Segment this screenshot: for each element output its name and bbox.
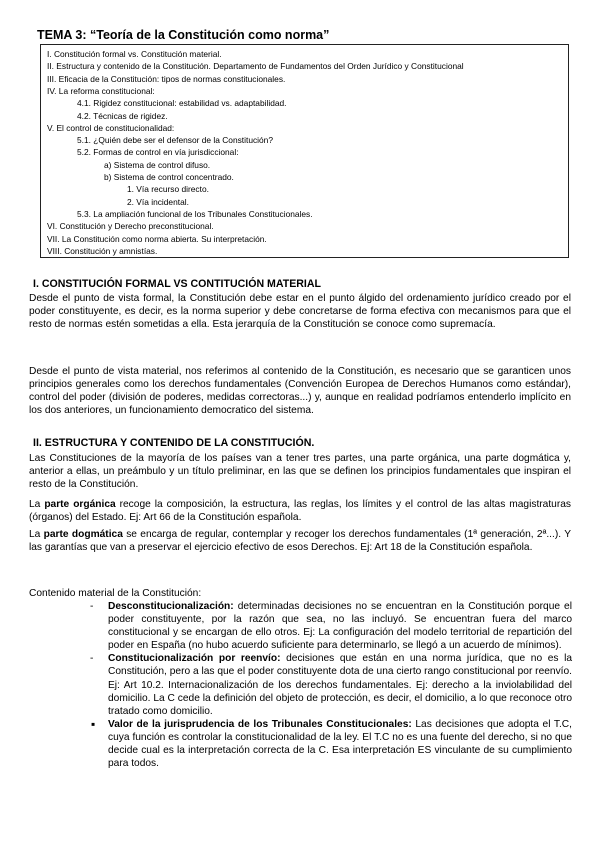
bullet-desconstitucionalizacion (90, 600, 572, 652)
section-2-heading: II. ESTRUCTURA Y CONTENIDO DE LA CONSTITUCIÓN. (33, 437, 315, 449)
bullet-term: Constitucionalización por reenvío: (108, 653, 281, 665)
toc-item: 4.2. Técnicas de rigidez. (77, 110, 168, 121)
toc-item: VII. La Constitución como norma abierta. Su interpretación. (47, 233, 267, 244)
parte-dogmatica-term: parte dogmática (43, 529, 123, 540)
bullet-valor-jurisprudencia (90, 718, 572, 770)
toc-item: a) Sistema de control difuso. (104, 159, 211, 170)
document-title: TEMA 3: “Teoría de la Constitución como norma” (37, 28, 330, 42)
section-1-heading: I. CONSTITUCIÓN FORMAL VS CONTITUCIÓN MATERIAL (33, 278, 321, 290)
contenido-material-label: Contenido material de la Constitución: (29, 588, 202, 599)
bullet-text: decisiones que están en una norma jurídica, que no es la Constitución, pero a las que el poder constituyente dota de una cierto rango constitucional por reenvío. Ej: Art 10.2. Internacionalización de los derechos fundamentales. Ej: derecho a la inviolabilidad del domicilio. La C cede la definición del objeto de protección, es decir, el domicilio, a lo que reconoce otro tratado como domicilio. (108, 653, 572, 717)
bullet-text: Las decisiones que adopta el T.C, cuya función es controlar la constitucionalidad de la ley. El T.C no es una fuente del derecho, si no que decide cual es la interpretación correcta de la C. Esa interpretación ES vinculante de su cumplimiento para todos. (108, 718, 572, 770)
parte-organica-term: parte orgánica (44, 499, 116, 510)
toc-item: V. El control de constitucionalidad: (47, 122, 175, 133)
toc-item: III. Eficacia de la Constitución: tipos de normas constitucionales. (47, 73, 286, 84)
bullet-text: determinadas decisiones no se encuentran en la Constitución porque el poder constituyente, por la razón que sea, no las incluyó. Se encuentran fuera del marco constitucional y se encargan de ello otros. Ej: La configuración del modelo territorial de repartición del poder en España (no hubo acuerdo suficiente para determinarlo, se llegó a un acuerdo de mínimos). (108, 601, 572, 652)
bullet-marker: - (90, 601, 94, 612)
bullet-constitucionalizacion-reenvio (90, 652, 572, 717)
p2-rest: recoge la composición, la estructura, las reglas, los límites y el control de las altas magistraturas (órganos) del Estado. Ej: Art 66 de la Constitución española. (29, 499, 571, 524)
bullet-marker: ▪ (91, 716, 96, 731)
table-of-contents (40, 44, 569, 258)
section-1-paragraph-1: Desde el punto de vista formal, la Constitución debe estar en el punto álgido del ordenamiento jurídico creado por el poder constituyente, es decir, es la norma superior y debe concretarse de forma efectiva con mecanismos para que el resto de normas estén sometidas a ella. Esta jerarquía de la Constitución se conoce como supremacía. (29, 293, 571, 331)
p3-rest: se encarga de regular, contemplar y recoger los derechos fundamentales (1ª generación, 2ª...). Y las garantías que van a preservar el ejercicio efectivo de esos Derechos. Ej: Art 18 de la Constitución española. (29, 529, 571, 554)
p2-lead: La (29, 499, 45, 510)
bullet-marker: - (90, 653, 94, 665)
toc-item: VI. Constitución y Derecho preconstitucional. (47, 221, 214, 232)
section-2-paragraph-1: Las Constituciones de la mayoría de los países van a tener tres partes, una parte orgánica, una parte dogmática y, anterior a ellas, un preámbulo y un título preliminar, en las que se definen los principios fundamentales que inspiran el resto de la Constitución. (29, 453, 571, 491)
contenido-bullet-list (90, 600, 572, 770)
toc-item: b) Sistema de control concentrado. (104, 172, 234, 182)
bullet-term: Valor de la jurisprudencia de los Tribunales Constitucionales: (108, 718, 412, 730)
toc-item: VIII. Constitución y amnistías. (47, 245, 158, 256)
toc-item: 1. Vía recurso directo. (127, 184, 209, 195)
toc-item: 2. Vía incidental. (127, 196, 189, 207)
toc-item: I. Constitución formal vs. Constitución material. (47, 49, 222, 59)
toc-item: 5.3. La ampliación funcional de los Tribunales Constitucionales. (77, 208, 313, 219)
toc-item: II. Estructura y contenido de la Constitución. Departamento de Fundamentos del Orden Jurídico y Constitucional (47, 61, 464, 72)
bullet-term: Desconstitucionalización: (108, 601, 234, 612)
section-2-paragraph-3 (29, 528, 571, 554)
toc-item: 4.1. Rigidez constitucional: estabilidad vs. adaptabilidad. (77, 98, 287, 109)
toc-item: 5.1. ¿Quién debe ser el defensor de la Constitución? (77, 135, 274, 146)
p3-lead: La (29, 529, 44, 540)
toc-item: IV. La reforma constitucional: (47, 85, 155, 96)
section-1-paragraph-2: Desde el punto de vista material, nos referimos al contenido de la Constitución, es necesario que se garanticen unos principios generales como los derechos fundamentales (Convención Europea de Derechos Humanos como estándar), control del poder (división de poderes, medidas correctoras...) y, aunque en realidad podríamos entenderlo implícito en los dos anteriores, un funcionamiento democratico del sistema. (29, 366, 571, 417)
toc-item: 5.2. Formas de control en vía jurisdiccional: (77, 147, 239, 158)
section-2-paragraph-2 (29, 498, 571, 524)
